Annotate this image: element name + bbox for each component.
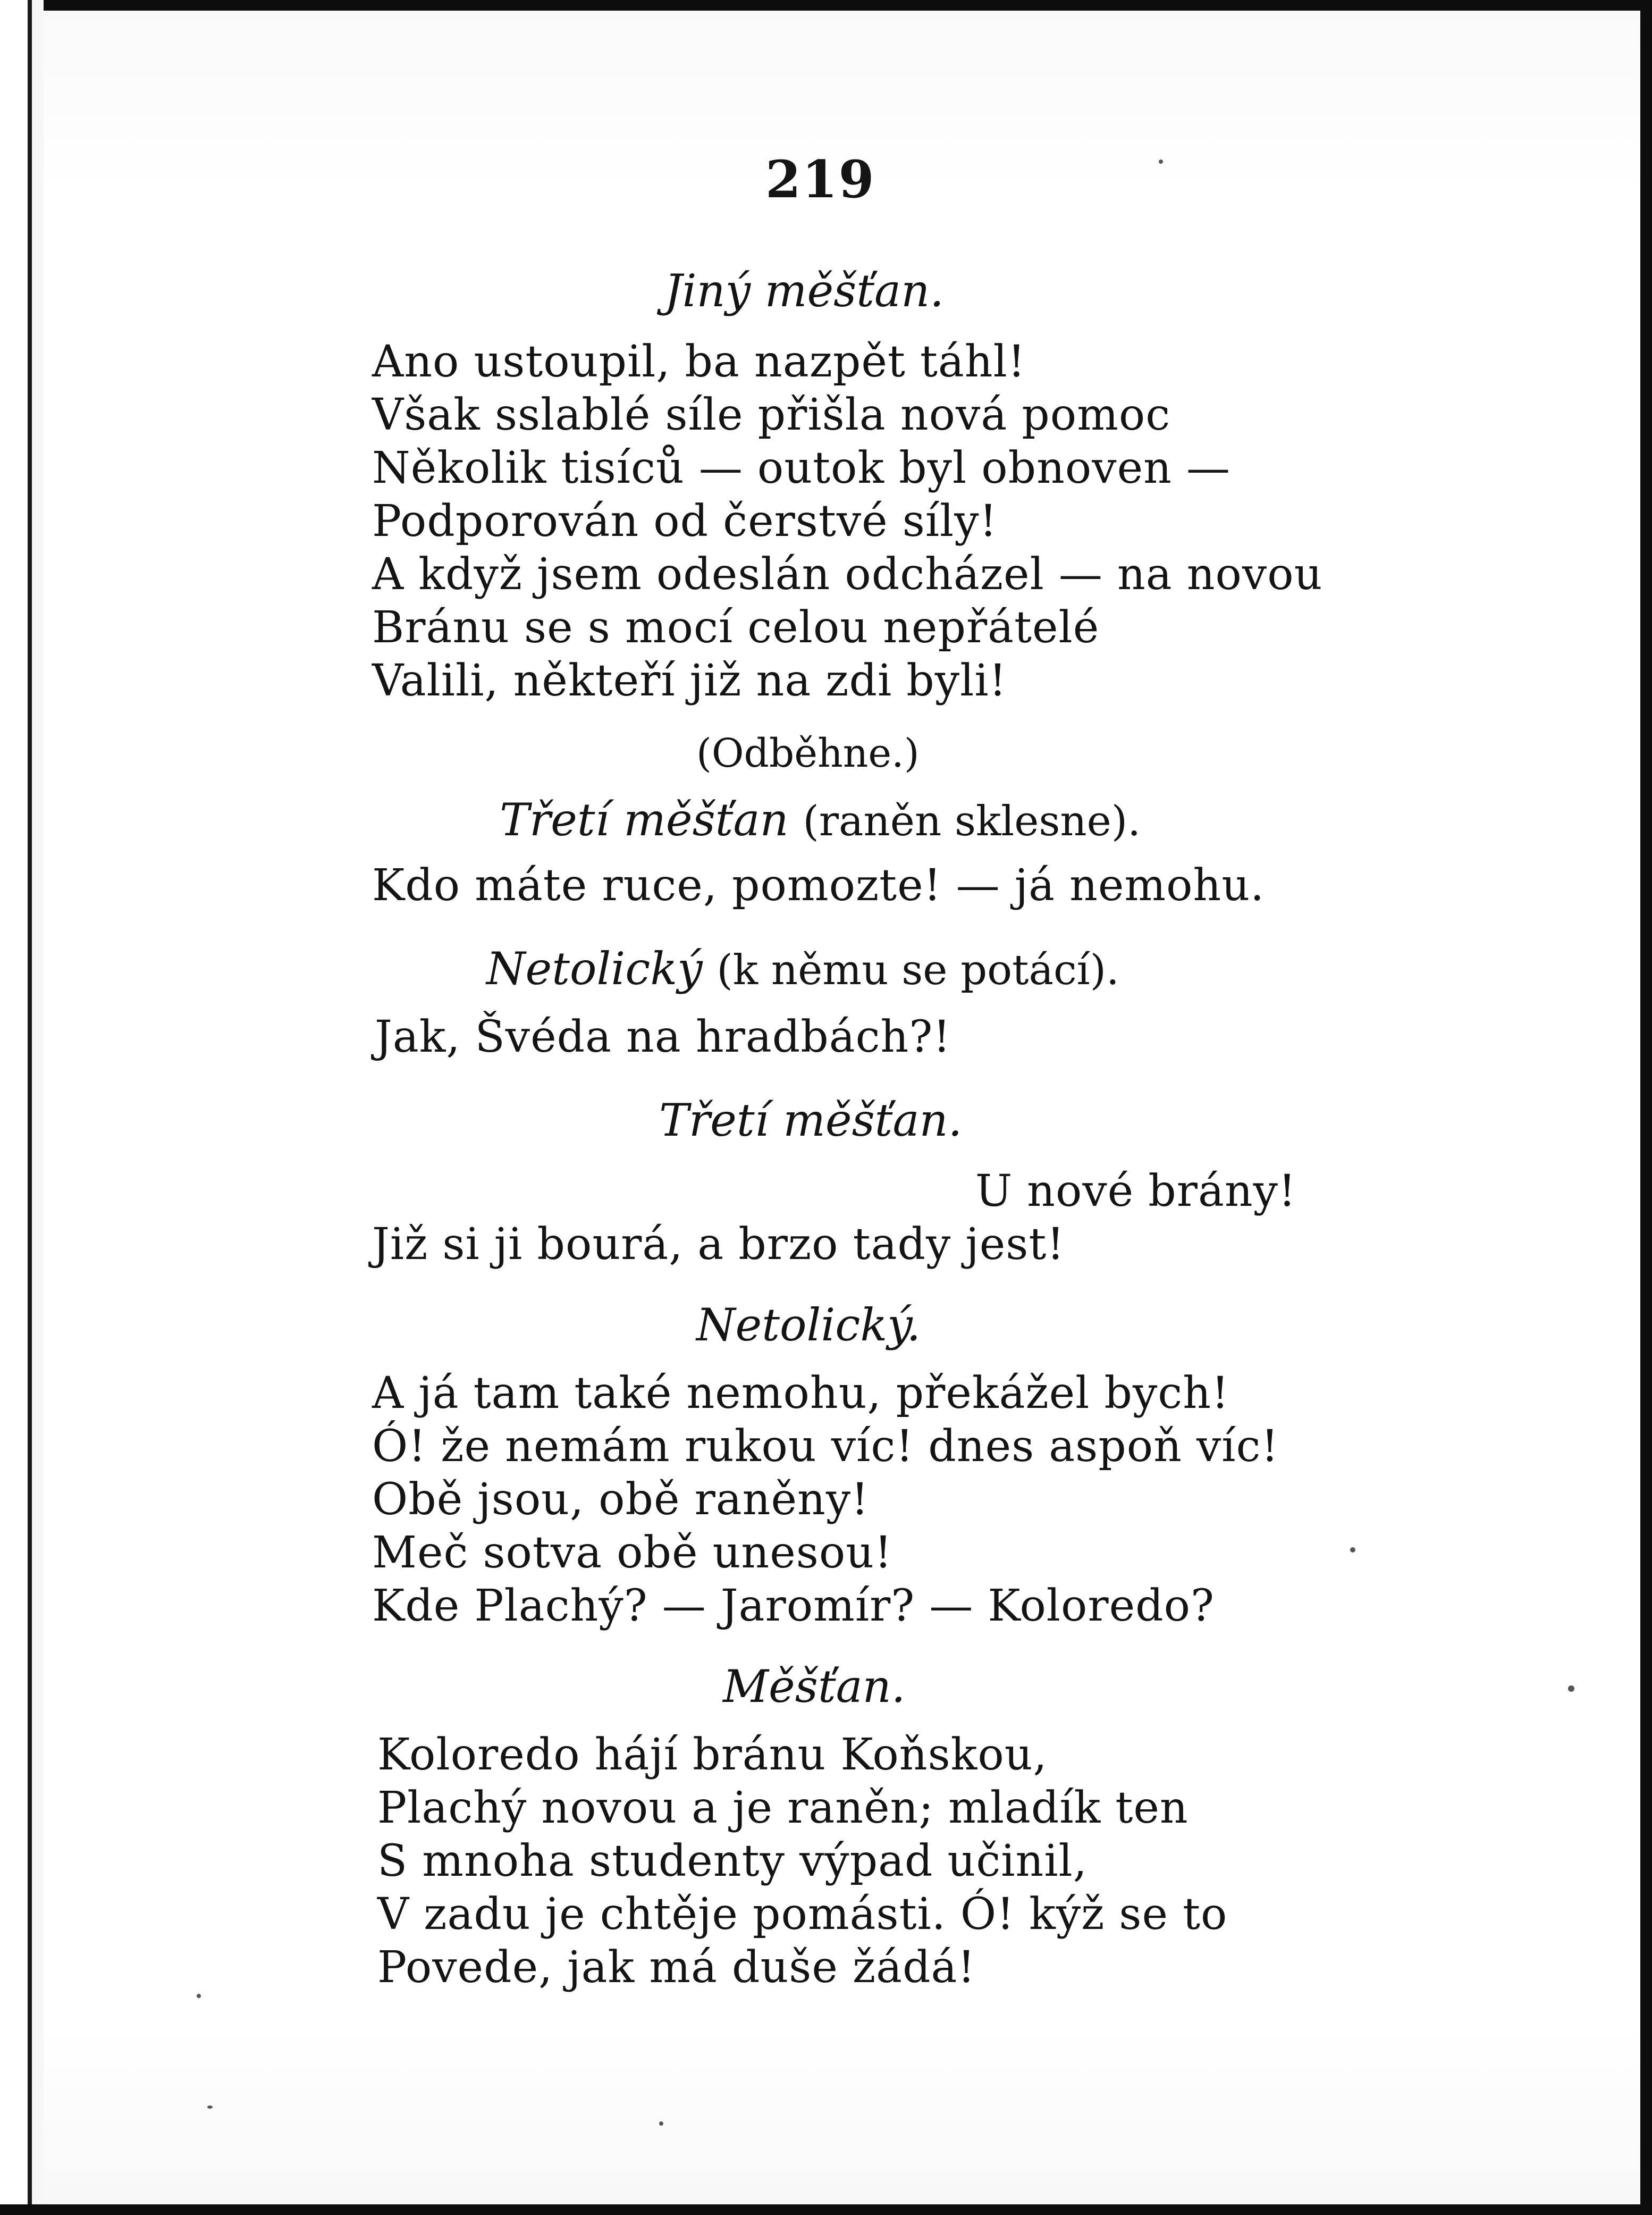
speaker-name: Měšťan. [723,1660,906,1713]
speaker-heading [696,1299,921,1351]
verse-line: Obě jsou, obě raněny! [372,1474,870,1525]
scan-speck [1568,1685,1574,1692]
verse-line: Koloredo hájí bránu Koňskou, [377,1730,1048,1780]
verse-line: Plachý novou a je raněn; mladík ten [377,1783,1189,1833]
verse-line: Jak, Švéda na hradbách?! [375,1012,951,1062]
scan-border-left [0,0,44,2215]
scan-border-bottom [0,2204,1652,2215]
speaker-heading [500,794,1141,846]
verse-line: U nové brány! [975,1166,1296,1216]
verse-line: Meč sotva obě unesou! [372,1528,892,1578]
scan-speck [1350,1547,1355,1553]
speaker-heading [723,1660,906,1713]
speaker-name: Třetí měšťan [500,794,789,846]
verse-line: A když jsem odeslán odcházel — na novou [372,549,1323,600]
verse-line: Již si ji bourá, a brzo tady jest! [372,1219,1065,1270]
scan-border-right [1640,0,1652,2215]
verse-line: Však sslablé síle přišla nová pomoc [372,390,1171,440]
speaker-direction: (raněn sklesne). [803,798,1141,845]
verse-line: Povede, jak má duše žádá! [377,1942,976,1993]
speaker-name: Netolický. [696,1299,921,1351]
scan-border-top [0,0,1652,11]
verse-line: Několik tisíců — outok byl obnoven — [372,443,1231,493]
verse-line: Podporován od čerstvé síly! [372,496,998,547]
verse-line: Ó! že nemám rukou víc! dnes aspoň víc! [372,1421,1279,1472]
scan-speck [659,2121,663,2126]
verse-line: S mnoha studenty výpad učinil, [377,1836,1088,1886]
verse-line: Valili, někteří již na zdi byli! [372,656,1007,706]
speaker-direction: (k němu se potácí). [717,946,1119,994]
speaker-name: Jiný měšťan. [664,265,944,317]
verse-line: Ano ustoupil, ba nazpět táhl! [372,337,1026,387]
speaker-name: Netolický [486,943,703,995]
scan-speck [207,2105,213,2109]
verse-line: Kde Plachý? — Jaromír? — Koloredo? [372,1581,1215,1631]
speaker-heading [486,943,1119,995]
scan-speck [197,1994,201,1998]
page-number: 219 [765,149,875,209]
verse-line: A já tam také nemohu, překážel bych! [372,1368,1229,1419]
speaker-heading [664,265,944,317]
stage-direction: (Odběhne.) [696,731,920,776]
scan-speck [1159,160,1163,164]
speaker-heading [659,1094,963,1146]
verse-line: V zadu je chtěje pomásti. Ó! kýž se to [377,1889,1228,1940]
speaker-name: Třetí měšťan. [659,1094,963,1146]
verse-line: Kdo máte ruce, pomozte! — já nemohu. [372,860,1265,911]
verse-line: Bránu se s mocí celou nepřátelé [372,602,1100,653]
